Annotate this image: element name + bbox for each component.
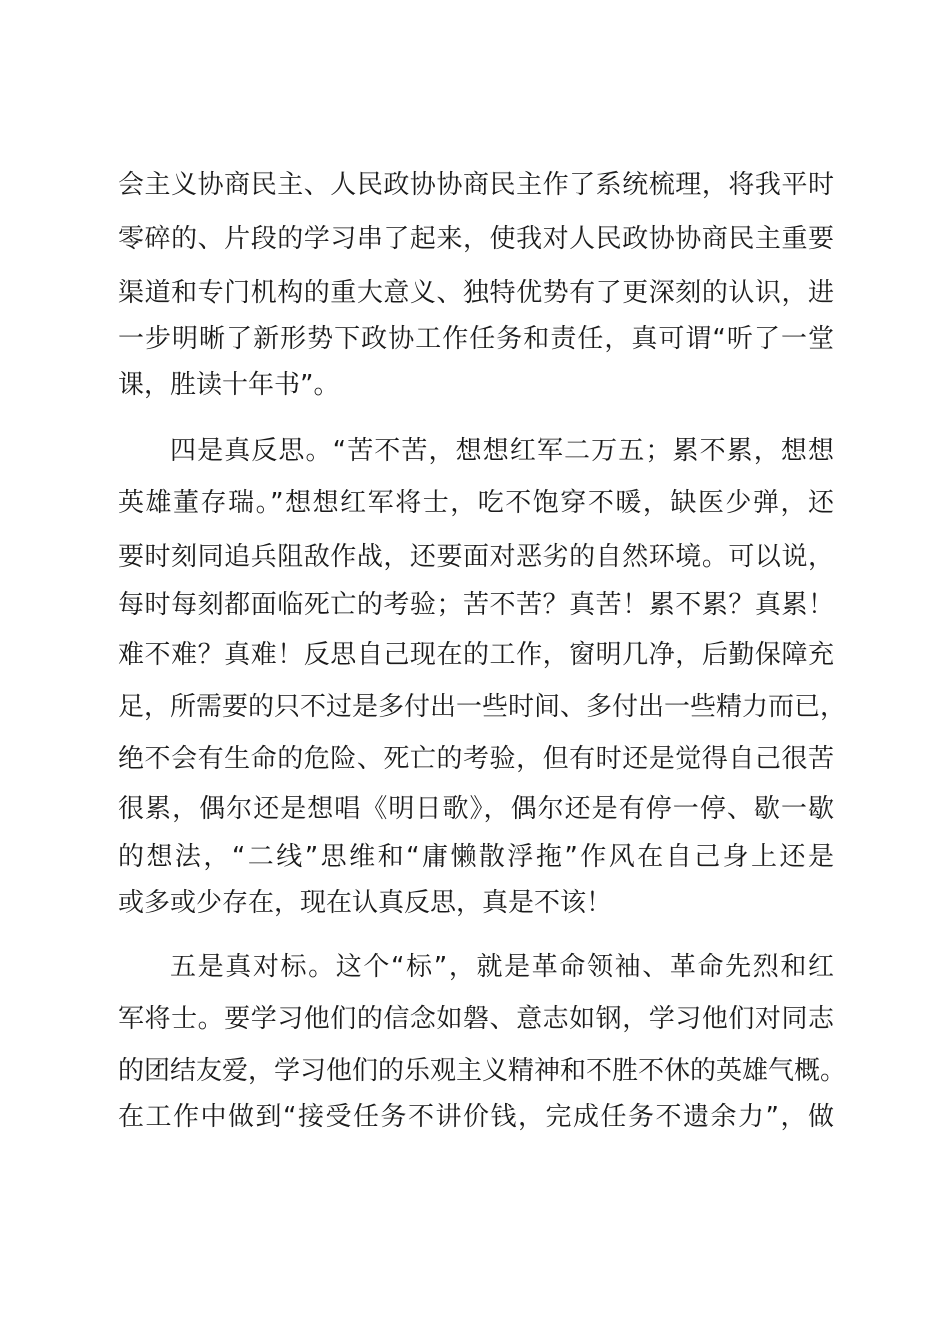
text-line: 难不难？真难！反思自己现在的工作，窗明几净，后勤保障充 bbox=[118, 640, 834, 670]
text-line: 会主义协商民主、人民政协协商民主作了系统梳理，将我平时 bbox=[118, 170, 834, 200]
text-line: 的团结友爱，学习他们的乐观主义精神和不胜不休的英雄气概。 bbox=[118, 1056, 847, 1086]
text-line: 很累，偶尔还是想唱《明日歌》，偶尔还是有停一停、歇一歇 bbox=[118, 794, 834, 824]
text-line: 英雄董存瑞。”想想红军将士，吃不饱穿不暖，缺医少弹，还 bbox=[118, 488, 834, 518]
text-line: 一步明晰了新形势下政协工作任务和责任，真可谓“听了一堂 bbox=[118, 324, 834, 354]
text-line: 足，所需要的只不过是多付出一些时间、多付出一些精力而已， bbox=[118, 692, 847, 722]
text-line: 零碎的、片段的学习串了起来，使我对人民政协协商民主重要 bbox=[118, 224, 834, 254]
text-line: 在工作中做到“接受任务不讲价钱，完成任务不遗余力”，做 bbox=[118, 1102, 834, 1132]
text-line: 五是真对标。这个“标”，就是革命领袖、革命先烈和红 bbox=[170, 952, 834, 982]
text-line: 每时每刻都面临死亡的考验；苦不苦？真苦！累不累？真累！ bbox=[118, 590, 834, 620]
text-line: 或多或少存在，现在认真反思，真是不该！ bbox=[118, 888, 613, 918]
text-line: 军将士。要学习他们的信念如磐、意志如钢，学习他们对同志 bbox=[118, 1004, 834, 1034]
text-line: 四是真反思。“苦不苦，想想红军二万五；累不累，想想 bbox=[170, 436, 834, 466]
text-line: 的想法，“二线”思维和“庸懒散浮拖”作风在自己身上还是 bbox=[118, 842, 834, 872]
text-line: 课，胜读十年书”。 bbox=[118, 370, 340, 400]
text-line: 绝不会有生命的危险、死亡的考验，但有时还是觉得自己很苦 bbox=[118, 744, 834, 774]
text-line: 渠道和专门机构的重大意义、独特优势有了更深刻的认识，进 bbox=[118, 278, 834, 308]
text-line: 要时刻同追兵阻敌作战，还要面对恶劣的自然环境。可以说， bbox=[118, 542, 834, 572]
